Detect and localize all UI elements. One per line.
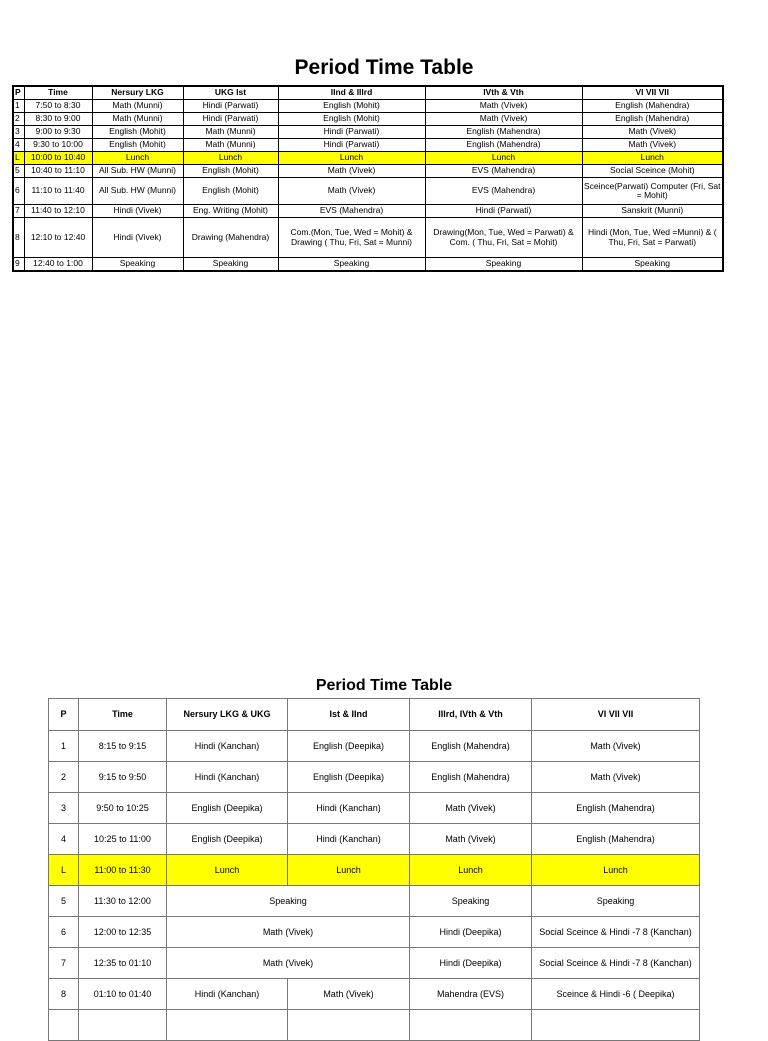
subject-cell: English (Mahendra): [410, 731, 532, 762]
subject-cell: Hindi (Kanchan): [288, 824, 410, 855]
subject-cell: English (Mohit): [278, 113, 425, 126]
subject-cell: Speaking: [425, 258, 582, 271]
subject-cell: EVS (Mahendra): [425, 165, 582, 178]
table-row: [13, 165, 723, 178]
table-row: [49, 1010, 700, 1041]
subject-cell: Hindi (Parwati): [425, 205, 582, 218]
table-row: [49, 793, 700, 824]
column-header-class: UKG Ist: [183, 86, 278, 100]
subject-cell: Mahendra (EVS): [410, 979, 532, 1010]
period-cell: 4: [13, 139, 24, 152]
time-cell: 11:10 to 11:40: [24, 178, 92, 205]
lunch-cell: Lunch: [288, 855, 410, 886]
timetable-2-header-row: [49, 699, 700, 731]
table-row: [13, 126, 723, 139]
subject-cell: English (Mahendra): [425, 126, 582, 139]
column-header-time: Time: [24, 86, 92, 100]
subject-cell: Speaking: [278, 258, 425, 271]
subject-cell: Speaking: [410, 886, 532, 917]
subject-cell: English (Mohit): [183, 165, 278, 178]
subject-cell: Eng. Writing (Mohit): [183, 205, 278, 218]
lunch-cell: Lunch: [167, 855, 288, 886]
period-cell: 4: [49, 824, 79, 855]
subject-cell: English (Deepika): [288, 762, 410, 793]
time-cell: 12:35 to 01:10: [79, 948, 167, 979]
period-cell: 3: [49, 793, 79, 824]
subject-cell: Sceince(Parwati) Computer (Fri, Sat = Mohit): [582, 178, 723, 205]
time-cell: 10:25 to 11:00: [79, 824, 167, 855]
timetable-1-header-row: [13, 86, 723, 100]
period-cell: 6: [13, 178, 24, 205]
subject-cell: Math (Munni): [92, 100, 183, 113]
time-cell: 01:10 to 01:40: [79, 979, 167, 1010]
lunch-cell: Lunch: [278, 152, 425, 165]
period-cell: 3: [13, 126, 24, 139]
table-row: [49, 979, 700, 1010]
time-cell: 10:40 to 11:10: [24, 165, 92, 178]
subject-cell: Math (Munni): [183, 139, 278, 152]
subject-cell: English (Mahendra): [532, 793, 700, 824]
column-header-class: Nersury LKG & UKG: [167, 699, 288, 731]
time-cell: 11:40 to 12:10: [24, 205, 92, 218]
subject-cell: Math (Vivek): [532, 731, 700, 762]
subject-cell: [288, 1010, 410, 1041]
column-header-class: Ist & IInd: [288, 699, 410, 731]
table-row: [13, 113, 723, 126]
table-row: [49, 948, 700, 979]
subject-cell: English (Mohit): [183, 178, 278, 205]
time-cell: 12:10 to 12:40: [24, 218, 92, 258]
subject-cell: English (Mahendra): [410, 762, 532, 793]
period-cell: 1: [13, 100, 24, 113]
lunch-cell: Lunch: [410, 855, 532, 886]
subject-cell: Math (Vivek): [278, 178, 425, 205]
subject-cell: English (Mahendra): [582, 113, 723, 126]
subject-cell: Math (Vivek): [582, 139, 723, 152]
period-cell: 8: [13, 218, 24, 258]
subject-cell: English (Deepika): [288, 731, 410, 762]
subject-cell: Math (Munni): [183, 126, 278, 139]
lunch-cell: Lunch: [425, 152, 582, 165]
subject-cell: Speaking: [532, 886, 700, 917]
column-header-class: IIIrd, IVth & Vth: [410, 699, 532, 731]
column-header-class: IInd & IIIrd: [278, 86, 425, 100]
column-header-time: Time: [79, 699, 167, 731]
time-cell: 11:30 to 12:00: [79, 886, 167, 917]
subject-cell: Math (Vivek): [167, 917, 410, 948]
subject-cell: Hindi (Parwati): [183, 100, 278, 113]
time-cell: 8:15 to 9:15: [79, 731, 167, 762]
time-cell: 12:00 to 12:35: [79, 917, 167, 948]
subject-cell: Drawing(Mon, Tue, Wed = Parwati) & Com. ( Thu, Fri, Sat = Mohit): [425, 218, 582, 258]
subject-cell: Hindi (Parwati): [278, 126, 425, 139]
period-cell: L: [49, 855, 79, 886]
subject-cell: Math (Vivek): [582, 126, 723, 139]
time-cell: 9:30 to 10:00: [24, 139, 92, 152]
lunch-row: [13, 152, 723, 165]
subject-cell: Math (Vivek): [288, 979, 410, 1010]
subject-cell: English (Mahendra): [532, 824, 700, 855]
subject-cell: [532, 1010, 700, 1041]
period-cell: 5: [13, 165, 24, 178]
column-header-period: P: [13, 86, 24, 100]
subject-cell: Math (Vivek): [425, 100, 582, 113]
column-header-class: IVth & Vth: [425, 86, 582, 100]
table-row: [13, 218, 723, 258]
subject-cell: Hindi (Vivek): [92, 218, 183, 258]
subject-cell: Hindi (Deepika): [410, 948, 532, 979]
subject-cell: All Sub. HW (Munni): [92, 165, 183, 178]
lunch-cell: Lunch: [183, 152, 278, 165]
table-row: [13, 258, 723, 271]
period-cell: 8: [49, 979, 79, 1010]
subject-cell: Hindi (Vivek): [92, 205, 183, 218]
subject-cell: Hindi (Mon, Tue, Wed =Munni) & ( Thu, Fri, Sat = Parwati): [582, 218, 723, 258]
lunch-cell: Lunch: [582, 152, 723, 165]
subject-cell: Speaking: [582, 258, 723, 271]
subject-cell: English (Mohit): [92, 139, 183, 152]
period-cell: 7: [13, 205, 24, 218]
subject-cell: Speaking: [92, 258, 183, 271]
period-cell: [49, 1010, 79, 1041]
column-header-class: VI VII VII: [582, 86, 723, 100]
timetable-1: [12, 85, 724, 272]
time-cell: 7:50 to 8:30: [24, 100, 92, 113]
subject-cell: Social Sceince & Hindi -7 8 (Kanchan): [532, 917, 700, 948]
column-header-class: Nersury LKG: [92, 86, 183, 100]
table-row: [13, 100, 723, 113]
subject-cell: Hindi (Kanchan): [167, 979, 288, 1010]
subject-cell: Hindi (Deepika): [410, 917, 532, 948]
table-row: [49, 762, 700, 793]
subject-cell: EVS (Mahendra): [278, 205, 425, 218]
subject-cell: Hindi (Parwati): [183, 113, 278, 126]
column-header-class: VI VII VII: [532, 699, 700, 731]
period-cell: 1: [49, 731, 79, 762]
lunch-cell: Lunch: [92, 152, 183, 165]
timetable-2: [48, 698, 700, 1041]
subject-cell: Sanskrit (Munni): [582, 205, 723, 218]
subject-cell: Drawing (Mahendra): [183, 218, 278, 258]
period-cell: L: [13, 152, 24, 165]
subject-cell: Social Sceince & Hindi -7 8 (Kanchan): [532, 948, 700, 979]
period-cell: 5: [49, 886, 79, 917]
subject-cell: Com.(Mon, Tue, Wed = Mohit) & Drawing ( Thu, Fri, Sat = Munni): [278, 218, 425, 258]
time-cell: 9:50 to 10:25: [79, 793, 167, 824]
subject-cell: All Sub. HW (Munni): [92, 178, 183, 205]
table-row: [49, 731, 700, 762]
time-cell: 11:00 to 11:30: [79, 855, 167, 886]
subject-cell: Speaking: [167, 886, 410, 917]
subject-cell: English (Mohit): [92, 126, 183, 139]
subject-cell: Speaking: [183, 258, 278, 271]
timetable-2-title: Period Time Table: [315, 677, 453, 694]
table-row: [13, 205, 723, 218]
subject-cell: English (Deepika): [167, 793, 288, 824]
period-cell: 7: [49, 948, 79, 979]
time-cell: 12:40 to 1:00: [24, 258, 92, 271]
subject-cell: EVS (Mahendra): [425, 178, 582, 205]
subject-cell: Hindi (Parwati): [278, 139, 425, 152]
subject-cell: [410, 1010, 532, 1041]
subject-cell: English (Deepika): [167, 824, 288, 855]
table-row: [49, 886, 700, 917]
period-cell: 2: [49, 762, 79, 793]
subject-cell: English (Mohit): [278, 100, 425, 113]
subject-cell: Math (Munni): [92, 113, 183, 126]
subject-cell: Social Sceince (Mohit): [582, 165, 723, 178]
subject-cell: Math (Vivek): [410, 793, 532, 824]
subject-cell: Math (Vivek): [532, 762, 700, 793]
table-row: [49, 917, 700, 948]
time-cell: 9:15 to 9:50: [79, 762, 167, 793]
subject-cell: Sceince & Hindi -6 ( Deepika): [532, 979, 700, 1010]
table-row: [49, 824, 700, 855]
timetable-1-title: Period Time Table: [294, 56, 474, 79]
subject-cell: English (Mahendra): [582, 100, 723, 113]
subject-cell: Math (Vivek): [425, 113, 582, 126]
period-cell: 9: [13, 258, 24, 271]
subject-cell: [167, 1010, 288, 1041]
time-cell: 9:00 to 9:30: [24, 126, 92, 139]
period-cell: 2: [13, 113, 24, 126]
table-row: [13, 178, 723, 205]
subject-cell: Math (Vivek): [410, 824, 532, 855]
time-cell: 10:00 to 10:40: [24, 152, 92, 165]
time-cell: 8:30 to 9:00: [24, 113, 92, 126]
subject-cell: Hindi (Kanchan): [167, 731, 288, 762]
column-header-period: P: [49, 699, 79, 731]
lunch-row: [49, 855, 700, 886]
time-cell: [79, 1010, 167, 1041]
period-cell: 6: [49, 917, 79, 948]
lunch-cell: Lunch: [532, 855, 700, 886]
subject-cell: Hindi (Kanchan): [288, 793, 410, 824]
subject-cell: Hindi (Kanchan): [167, 762, 288, 793]
subject-cell: English (Mahendra): [425, 139, 582, 152]
subject-cell: Math (Vivek): [278, 165, 425, 178]
table-row: [13, 139, 723, 152]
subject-cell: Math (Vivek): [167, 948, 410, 979]
